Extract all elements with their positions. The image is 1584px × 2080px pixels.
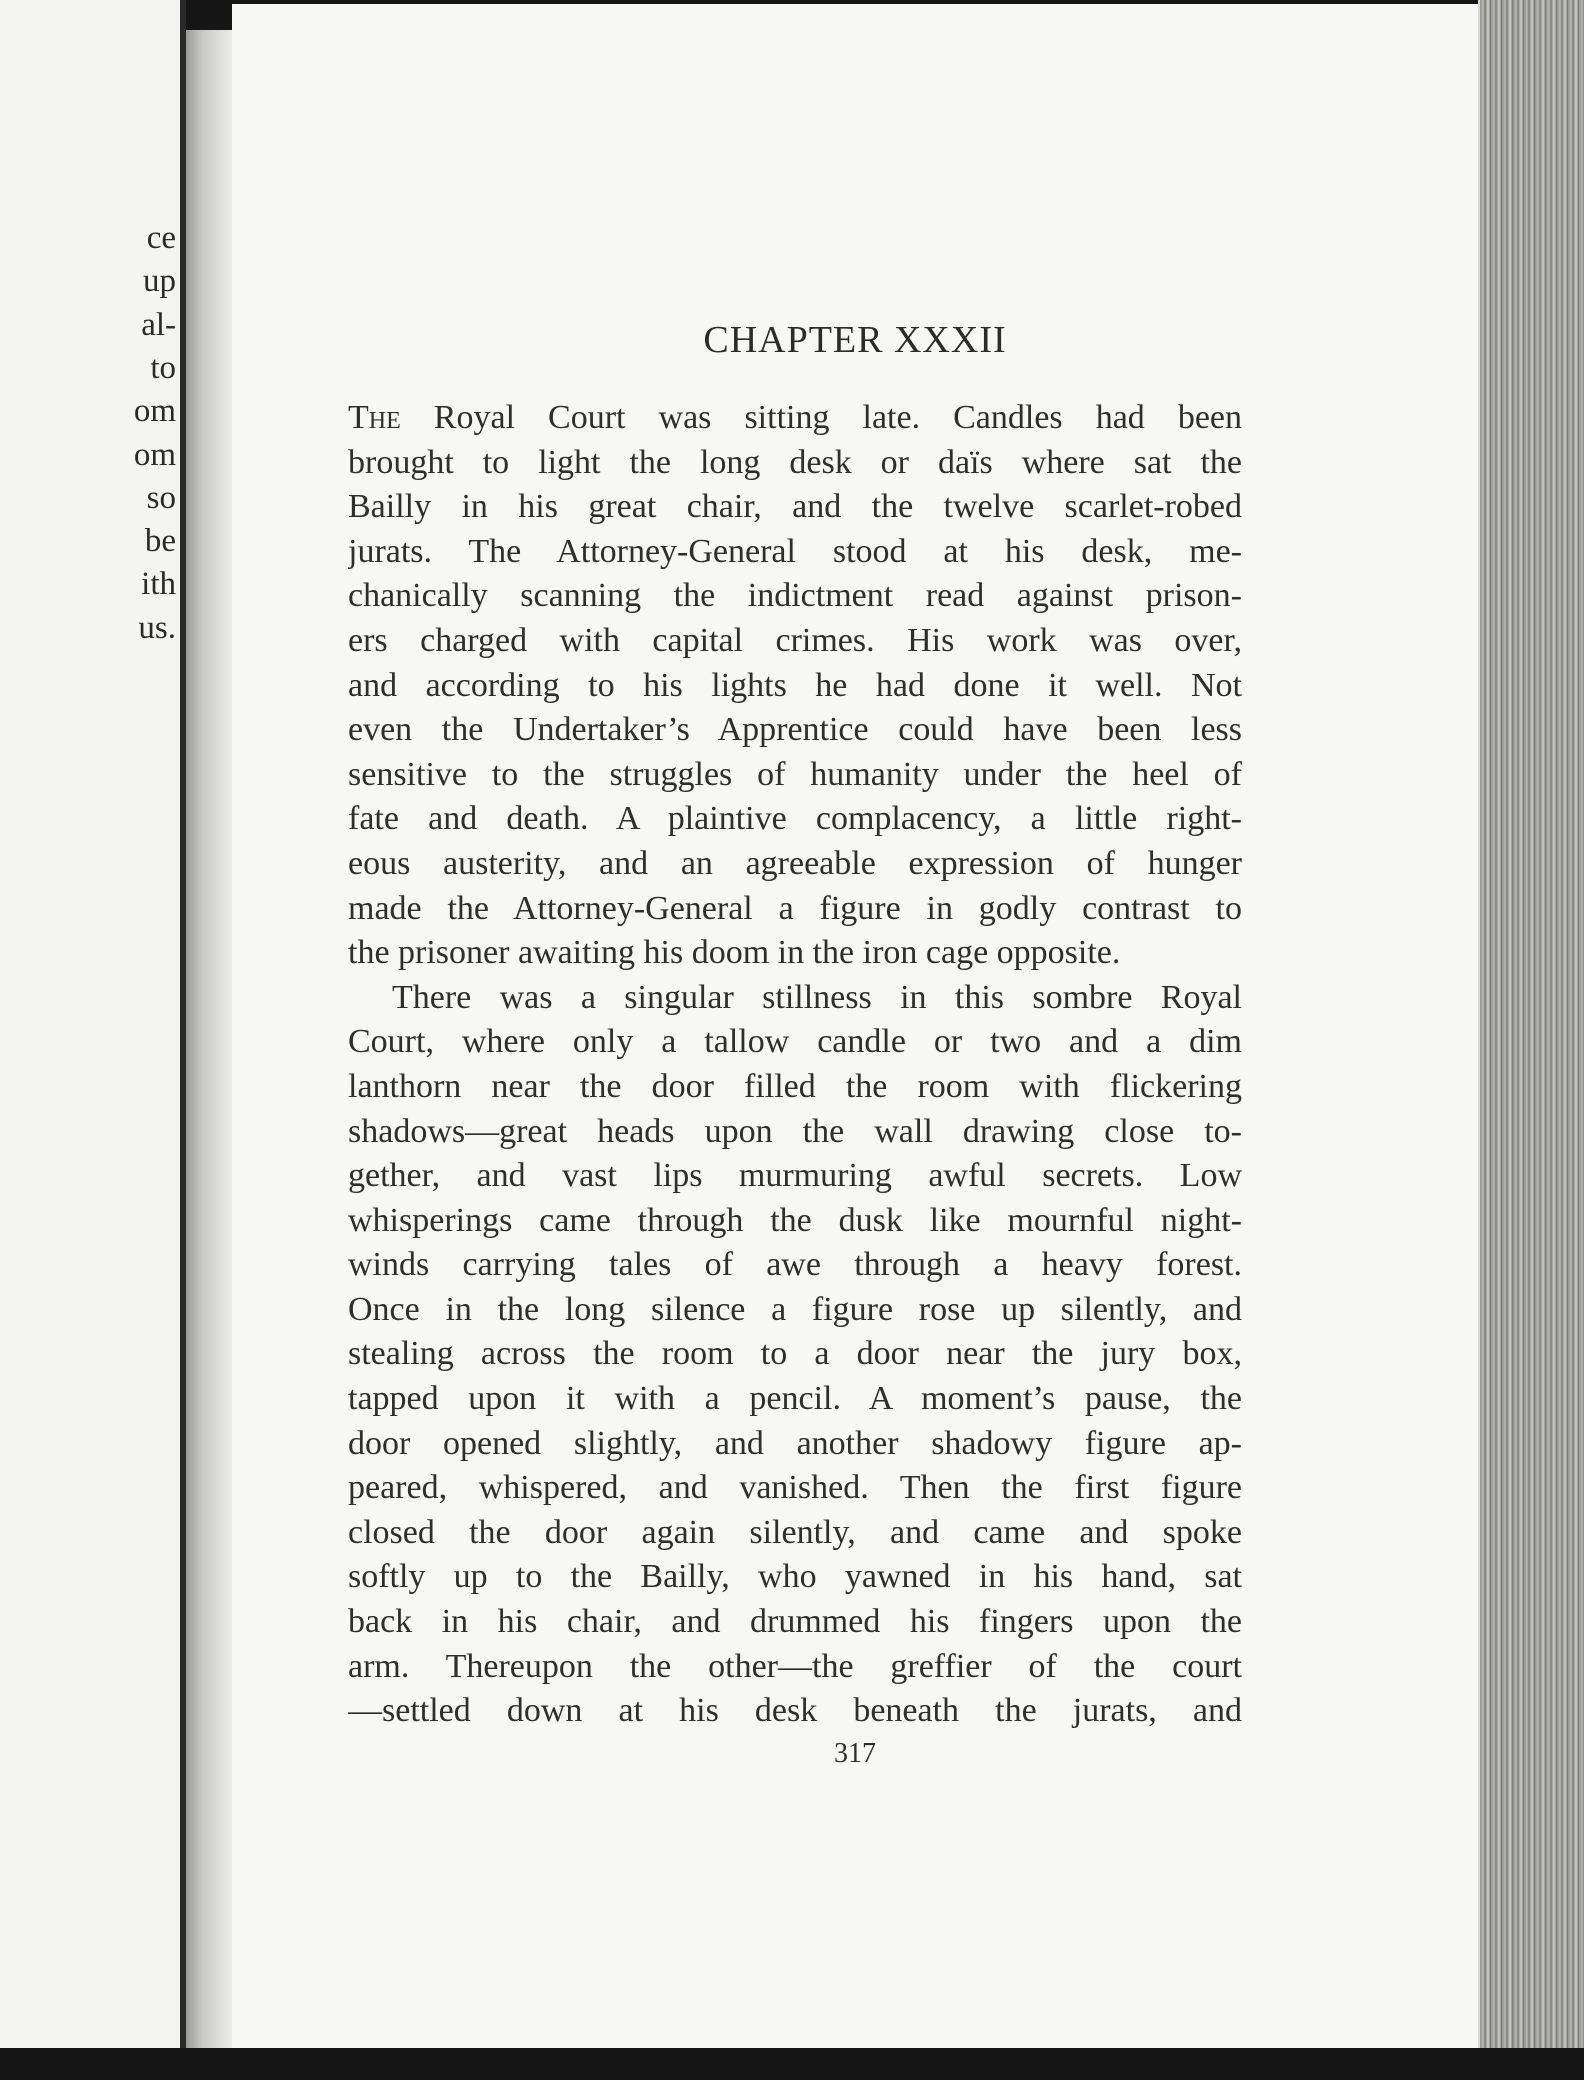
text-line: tapped upon it with a pencil. A moment’s pause, the [348,1380,1242,1418]
text-line: and according to his lights he had done it well. Not [348,666,1242,704]
text-line: stealing across the room to a door near the jury box, [348,1335,1242,1373]
text-line: even the Undertaker’s Apprentice could have been less [348,711,1242,749]
facing-page-fragment: us. [138,609,176,646]
facing-page-fragment: al- [141,306,176,343]
text-line: Once in the long silence a figure rose up silently, and [348,1290,1242,1328]
scan-background [0,2048,1584,2080]
page-block-edge [1478,0,1584,2080]
text-line: winds carrying tales of awe through a heavy forest. [348,1246,1242,1284]
text-line: door opened slightly, and another shadowy figure ap- [348,1424,1242,1462]
text-line: shadows—great heads upon the wall drawing close to- [348,1112,1242,1150]
facing-page-fragment: so [146,479,176,516]
body-text [348,396,1242,1734]
text-line: chanically scanning the indictment read against prison- [348,577,1242,615]
text-line: closed the door again silently, and came and spoke [348,1513,1242,1551]
text-line: Bailly in his great chair, and the twelve scarlet-robed [348,488,1242,526]
paragraph [348,976,1242,1734]
facing-page-fragment: om [133,436,176,473]
facing-page-fragment: to [150,349,176,386]
facing-page-fragment: be [144,523,176,560]
text-line: Court, where only a tallow candle or two and a dim [348,1023,1242,1061]
text-line: the prisoner awaiting his doom in the iron cage opposite. [348,934,1121,972]
text-line: fate and death. A plaintive complacency, a little right- [348,800,1242,838]
text-line: sensitive to the struggles of humanity under the heel of [348,755,1242,793]
facing-page [0,0,186,2048]
text-line: ers charged with capital crimes. His work was over, [348,621,1242,659]
facing-page-fragment: up [143,263,176,300]
text-line: softly up to the Bailly, who yawned in his hand, sat [348,1558,1242,1596]
text-line [348,396,1242,441]
facing-page-fragment: ith [141,566,176,603]
text-line: back in his chair, and drummed his fingers upon the [348,1603,1242,1641]
facing-page-fragment: ce [146,220,176,256]
paragraph [348,396,1242,976]
chapter-title: CHAPTER XXXII [703,319,1007,361]
page-number: 317 [834,1738,876,1769]
text-line: peared, whispered, and vanished. Then the first figure [348,1469,1242,1507]
gutter-shadow [186,30,234,2050]
text-line: jurats. The Attorney-General stood at his desk, me- [348,532,1242,570]
text-line: whisperings came through the dusk like mournful night- [348,1201,1242,1239]
text-line: made the Attorney-General a figure in godly contrast to [348,889,1242,927]
text-line: There was a singular stillness in this sombre Royal [392,978,1242,1016]
text-line: lanthorn near the door filled the room with flickering [348,1067,1242,1105]
text-line: eous austerity, and an agreeable expression of hunger [348,844,1242,882]
text-line: —settled down at his desk beneath the jurats, and [348,1692,1242,1730]
text-line-rest: Royal Court was sitting late. Candles had been [400,399,1242,436]
opening-small-caps: The [348,399,401,436]
text-line: arm. Thereupon the other—the greffier of the court [348,1647,1242,1685]
text-line: gether, and vast lips murmuring awful secrets. Low [348,1157,1242,1195]
text-line: brought to light the long desk or daïs where sat the [348,443,1242,481]
facing-page-fragment: om [133,393,176,430]
